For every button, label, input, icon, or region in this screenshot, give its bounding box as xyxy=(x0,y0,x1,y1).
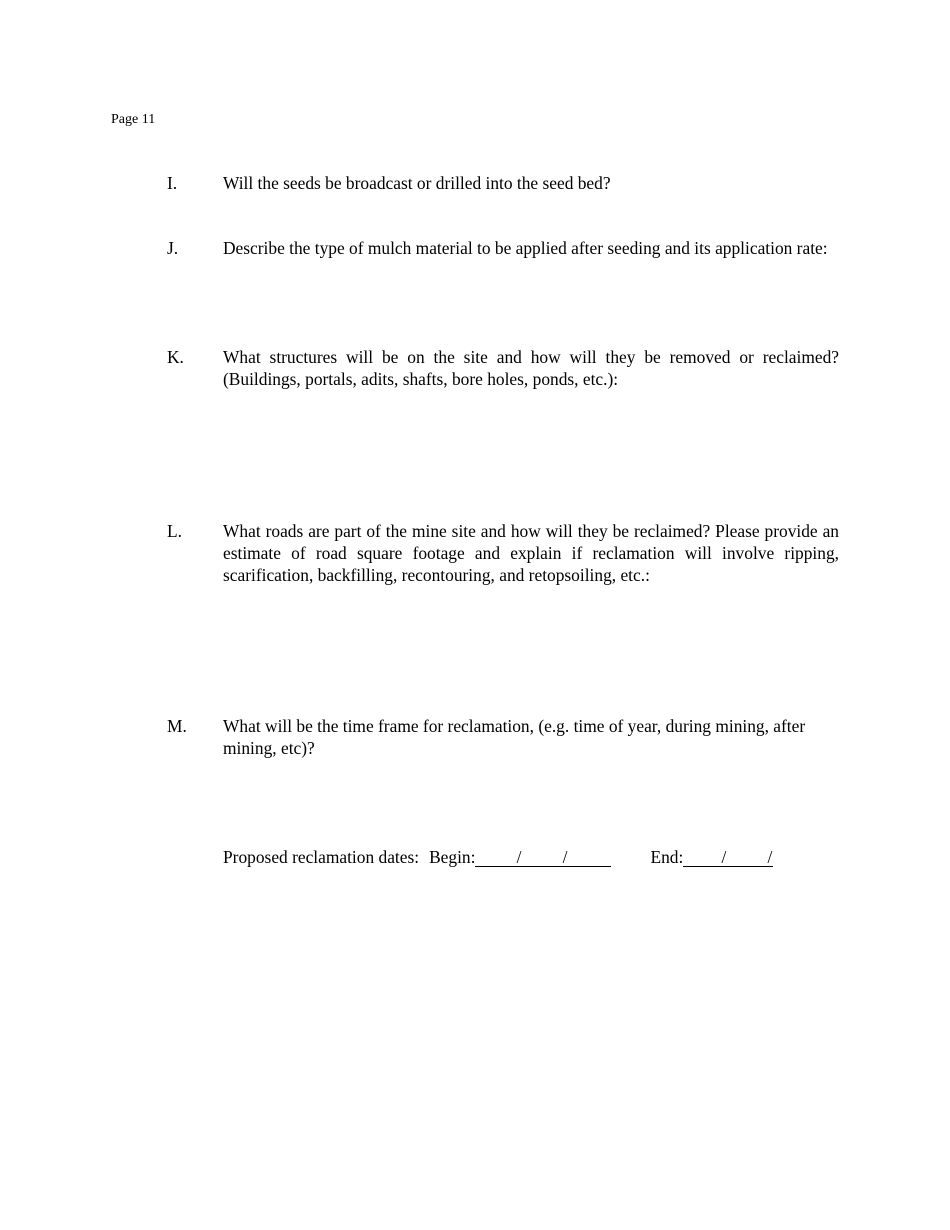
question-text: Describe the type of mulch material to be applied after seeding and its application rate: xyxy=(223,238,828,258)
question-letter: M. xyxy=(167,716,187,736)
question-k xyxy=(167,346,839,390)
end-date-separator-1: / xyxy=(721,847,727,867)
question-m xyxy=(167,715,839,759)
question-letter: L. xyxy=(167,521,182,541)
question-letter: K. xyxy=(167,347,184,367)
question-i xyxy=(167,172,839,194)
question-l xyxy=(167,520,839,586)
question-letter: I. xyxy=(167,173,178,193)
question-j xyxy=(167,237,839,259)
end-label: End: xyxy=(650,847,684,867)
end-date-field[interactable] xyxy=(683,848,773,867)
question-text: Will the seeds be broadcast or drilled into the seed bed? xyxy=(223,173,611,193)
end-date-separator-2: / xyxy=(767,847,773,867)
begin-date-field[interactable] xyxy=(475,848,611,867)
begin-label: Begin: xyxy=(429,847,476,867)
question-text: What structures will be on the site and how will they be removed or reclaimed? (Buildings, portals, adits, shafts, bore holes, ponds, etc.): xyxy=(223,347,839,389)
begin-date-separator-1: / xyxy=(516,847,522,867)
page-number: Page 11 xyxy=(111,112,156,127)
question-text: What roads are part of the mine site and how will they be reclaimed? Please provide an estimate of road square footage and explain if reclamation will involve ripping, scarification, backfilling, recontouring, and retopsoiling, etc.: xyxy=(223,521,839,585)
reclamation-dates-row xyxy=(223,846,773,868)
question-text: What will be the time frame for reclamation, (e.g. time of year, during mining, after mining, etc)? xyxy=(223,716,806,758)
reclamation-dates-label: Proposed reclamation dates: xyxy=(223,847,420,867)
question-letter: J. xyxy=(167,238,179,258)
begin-date-separator-2: / xyxy=(562,847,568,867)
